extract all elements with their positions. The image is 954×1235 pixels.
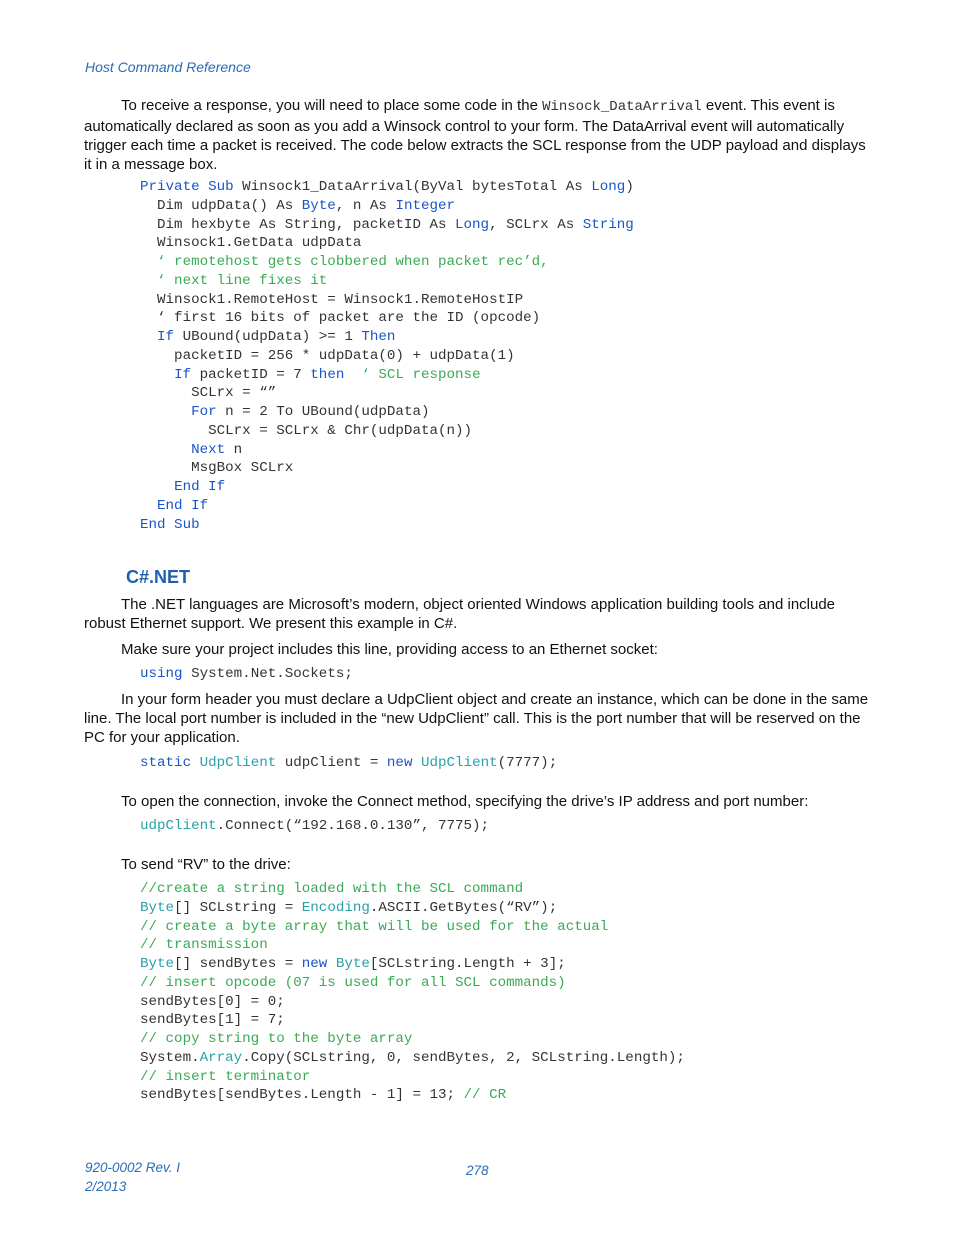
footer-doc-info xyxy=(85,1158,180,1196)
code-line: SCLrx = SCLrx & Chr(udpData(n)) xyxy=(140,422,473,439)
code-line: Byte[] SCLstring = Encoding.ASCII.GetBytes(“RV”); xyxy=(140,899,558,916)
code-comment: // insert opcode (07 is used for all SCL commands) xyxy=(140,974,566,991)
send-paragraph: To send “RV” to the drive: xyxy=(121,856,291,873)
code-line: If UBound(udpData) >= 1 Then xyxy=(157,329,396,345)
intro-paragraph xyxy=(84,96,874,174)
footer-date: 2/2013 xyxy=(85,1179,127,1194)
code-line: sendBytes[1] = 7; xyxy=(140,1012,285,1029)
code-line: MsgBox SCLrx xyxy=(140,460,294,477)
code-comment: // transmission xyxy=(140,937,268,954)
code-comment: //create a string loaded with the SCL command xyxy=(140,881,524,897)
code-line: Private Sub Winsock1_DataArrival(ByVal bytesTotal As Long) xyxy=(140,179,634,195)
code-line: End Sub xyxy=(140,516,200,533)
connect-code: udpClient.Connect(“192.168.0.130”, 7775); xyxy=(140,818,490,834)
code-line: SCLrx = “” xyxy=(140,385,277,402)
code-line: System.Array.Copy(SCLstring, 0, sendBytes, 2, SCLstring.Length); xyxy=(140,1049,685,1066)
code-line: If packetID = 7 then ‘ SCL response xyxy=(174,366,481,383)
code-line: sendBytes[0] = 0; xyxy=(140,993,285,1010)
footer-doc-number: 920-0002 Rev. I xyxy=(85,1160,181,1175)
code-comment: // copy string to the byte array xyxy=(140,1031,413,1047)
section-heading: C#.NET xyxy=(126,567,191,587)
code-line: End If xyxy=(174,479,226,495)
cs-intro-paragraph: The .NET languages are Microsoft’s modern, object oriented Windows application building tools and include robust Ethernet support. We present this example in C#. xyxy=(84,596,836,632)
using-code: using System.Net.Sockets; xyxy=(140,666,353,682)
code-line: Byte[] sendBytes = new Byte[SCLstring.Length + 3]; xyxy=(140,956,566,972)
code-line: Winsock1.RemoteHost = Winsock1.RemoteHostIP xyxy=(140,291,524,308)
cs-code-block xyxy=(140,880,685,1105)
code-line: sendBytes[sendBytes.Length - 1] = 13; // CR xyxy=(140,1087,507,1104)
running-header: Host Command Reference xyxy=(85,59,251,75)
using-paragraph: Make sure your project includes this line, providing access to an Ethernet socket: xyxy=(121,641,658,658)
code-line: ‘ first 16 bits of packet are the ID (opcode) xyxy=(140,310,541,327)
code-line: End If xyxy=(157,497,209,514)
connect-paragraph: To open the connection, invoke the Connect method, specifying the drive’s IP address and port number: xyxy=(121,793,809,810)
udpclient-paragraph: In your form header you must declare a UdpClient object and create an instance, which can be done in the same line. The local port number is included in the “new UdpClient” call. This is the port number that will be reserved on the PC for your application. xyxy=(84,691,869,746)
code-line: Next n xyxy=(191,441,243,458)
declaration-code: static UdpClient udpClient = new UdpClient(7777); xyxy=(140,755,558,771)
intro-text-1: To receive a response, you will need to place some code in the xyxy=(121,97,543,114)
code-line: Winsock1.GetData udpData xyxy=(140,235,362,252)
code-comment: ‘ remotehost gets clobbered when packet rec’d, xyxy=(140,254,549,270)
code-comment: // create a byte array that will be used for the actual xyxy=(140,918,609,935)
code-line: Dim udpData() As Byte, n As Integer xyxy=(140,197,456,214)
inline-code-event: Winsock_DataArrival xyxy=(542,99,702,115)
code-line: packetID = 256 * udpData(0) + udpData(1) xyxy=(140,347,515,364)
page-number: 278 xyxy=(466,1163,489,1178)
vb-code-block xyxy=(140,178,634,534)
code-comment: ‘ next line fixes it xyxy=(140,272,328,289)
code-line: Dim hexbyte As String, packetID As Long, SCLrx As String xyxy=(140,216,634,233)
intro-text-2: event. This event is automatically declared as soon as you add a Winsock control to your form. The DataArrival event will automatically trigger each time a packet is received. The code below extracts the SCL response from the UDP payload and displays it in a message box. xyxy=(84,97,866,173)
code-line: For n = 2 To UBound(udpData) xyxy=(191,404,430,420)
code-comment: // insert terminator xyxy=(140,1068,311,1085)
